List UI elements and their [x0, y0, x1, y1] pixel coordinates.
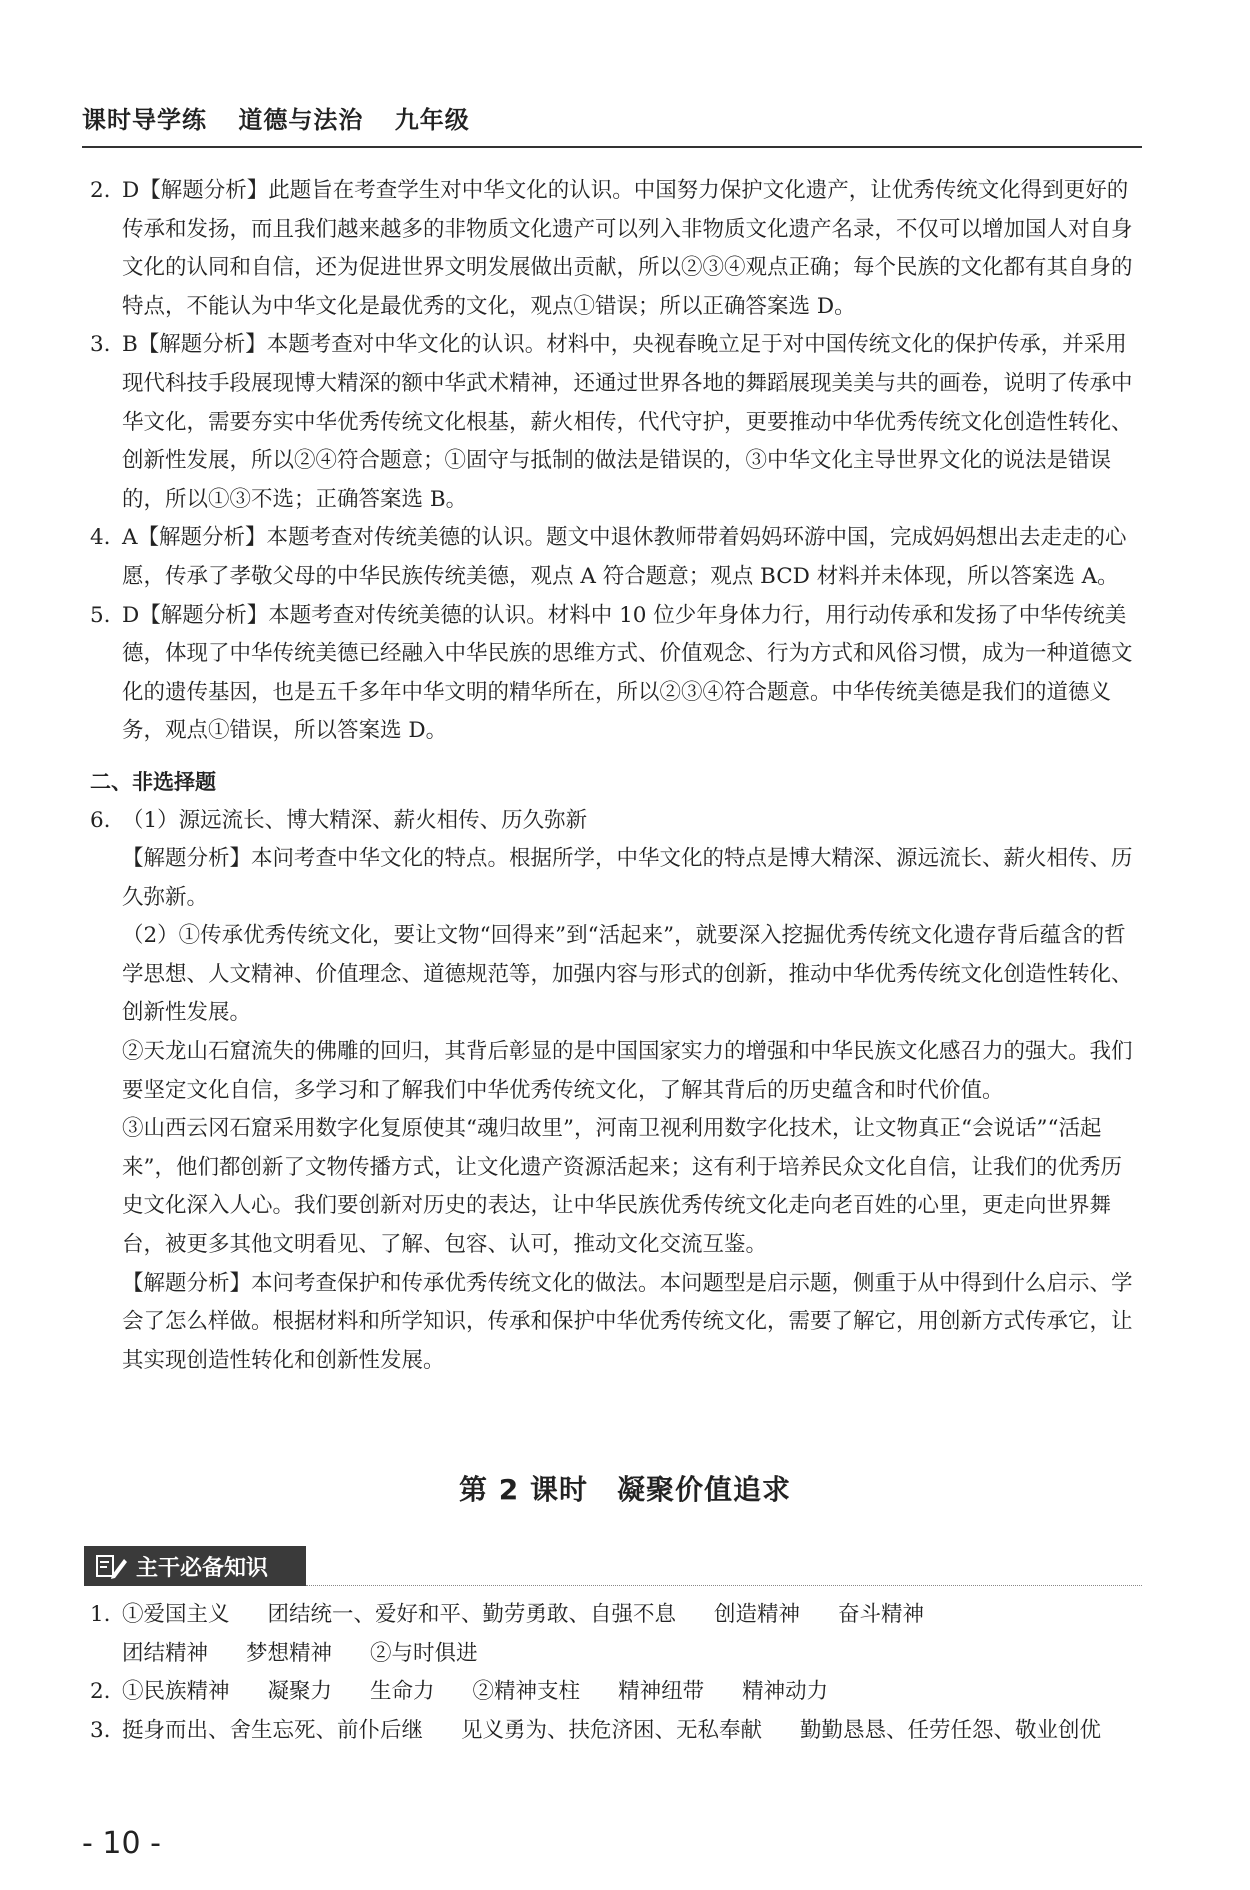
knowledge-cell: ①民族精神	[122, 1679, 230, 1705]
knowledge-cell: 创造精神	[714, 1602, 801, 1627]
q6-part2-point3: ③山西云冈石窟采用数字化复原使其“魂归故里”，河南卫视利用数字化技术，让文物真正“会说话”“活起来”，他们都创新了文物传播方式，让文化遗产资源活起来；这有利于培养民众文化自信，让我们的优秀历史文化深入人心。我们要创新对历史的表达，让中华民族优秀传统文化走向老百姓的心里，更走向世界舞台，被更多其他文明看见、了解、包容、认可，推动文化交流互鉴。	[122, 1116, 1122, 1258]
grade-title: 九年级	[394, 106, 470, 134]
answer-text: B【解题分析】本题考查对中华文化的认识。材料中，央视春晚立足于对中国传统文化的保护传承，并采用现代科技手段展现博大精深的额中华武术精神，还通过世界各地的舞蹈展现美美与共的画卷，说明了传承中华文化，需要夯实中华优秀传统文化根基，薪火相传，代代守护，更要推动中华优秀传统文化创造性转化、创新性发展，所以②④符合题意；①固守与抵制的做法是错误的，③中华文化主导世界文化的说法是错误的，所以①③不选；正确答案选 B。	[122, 332, 1133, 512]
banner-divider	[306, 1585, 1142, 1586]
answer-item-2: 2. D【解题分析】此题旨在考查学生对中华文化的认识。中国努力保护文化遗产，让优秀传统文化得到更好的传承和发扬，而且我们越来越多的非物质文化遗产可以列入非物质文化遗产名录，不仅可以增加国人对自身文化的认同和自信，还为促进世界文明发展做出贡献，所以②③④观点正确；每个民族的文化都有其自身的特点，不能认为中华文化是最优秀的文化，观点①错误；所以正确答案选 D。	[90, 178, 1133, 319]
knowledge-cell: ②与时俱进	[370, 1640, 478, 1666]
knowledge-cell: ②精神支柱	[472, 1679, 581, 1705]
answer-item-3: 3. B【解题分析】本题考查对中华文化的认识。材料中，央视春晚立足于对中国传统文化的保护传承，并采用现代科技手段展现博大精深的额中华武术精神，还通过世界各地的舞蹈展现美美与共的画卷，说明了传承中华文化，需要夯实中华优秀传统文化根基，薪火相传，代代守护，更要推动中华优秀传统文化创造性转化、创新性发展，所以②④符合题意；①固守与抵制的做法是错误的，③中华文化主导世界文化的说法是错误的，所以①③不选；正确答案选 B。	[90, 332, 1133, 512]
q6-part2-analysis: 【解题分析】本问考查保护和传承优秀传统文化的做法。本问题型是启示题，侧重于从中得到什么启示、学会了怎么样做。根据材料和所学知识，传承和保护中华优秀传统文化，需要了解它，用创新方式传承它，让其实现创造性转化和创新性发展。	[122, 1270, 1133, 1373]
knowledge-item-2: 2. ①民族精神 凝聚力 生命力 ②精神支柱 精神纽带 精神动力	[90, 1673, 1142, 1712]
knowledge-cell: ①爱国主义	[122, 1602, 230, 1627]
section-title: 二、非选择题	[90, 769, 216, 794]
answer-text: A【解题分析】本题考查对传统美德的认识。题文中退休教师带着妈妈环游中国，完成妈妈想出去走走的心愿，传承了孝敬父母的中华民族传统美德，观点 A 符合题意；观点 BCD 材料并未体现，所以答案选 A。	[122, 525, 1127, 589]
q6-part1-analysis: 【解题分析】本问考查中华文化的特点。根据所学，中华文化的特点是博大精深、源远流长、薪火相传、历久弥新。	[122, 846, 1133, 910]
section-banner	[84, 1546, 306, 1586]
chapter-title: 第 2 课时 凝聚价值追求	[459, 1473, 791, 1506]
knowledge-cell: 团结精神	[122, 1640, 209, 1666]
q6-part1-answer: （1）源远流长、博大精深、薪火相传、历久弥新	[122, 807, 588, 833]
knowledge-item-3: 3. 挺身而出、舍生忘死、前仆后继 见义勇为、扶危济困、无私奉献 勤勤恳恳、任劳任怨、敬业创优	[90, 1712, 1142, 1751]
banner-label: 主干必备知识	[136, 1555, 269, 1581]
knowledge-item-1-continued	[90, 1635, 1142, 1674]
book-title: 课时导学练	[82, 106, 207, 134]
q6-part2-intro: （2）①传承优秀传统文化，要让文物“回得来”到“活起来”，就要深入挖掘优秀传统文化遗存背后蕴含的哲学思想、人文精神、价值理念、道德规范等，加强内容与形式的创新，推动中华优秀传统文化创造性转化、创新性发展。	[122, 923, 1133, 1026]
q6-part2-point2: ②天龙山石窟流失的佛雕的回归，其背后彰显的是中国国家实力的增强和中华民族文化感召力的强大。我们要坚定文化自信，多学习和了解我们中华优秀传统文化，了解其背后的历史蕴含和时代价值。	[122, 1039, 1133, 1103]
knowledge-cell: 精神纽带	[618, 1679, 705, 1705]
page-number: - 10 -	[82, 1826, 161, 1861]
pencil-note-icon	[94, 1553, 128, 1579]
knowledge-cell: 生命力	[370, 1679, 435, 1705]
knowledge-cell: 奋斗精神	[838, 1602, 925, 1627]
knowledge-cell: 挺身而出、舍生忘死、前仆后继	[122, 1717, 424, 1743]
knowledge-section	[90, 1596, 1142, 1750]
knowledge-cell: 凝聚力	[267, 1679, 333, 1705]
answer-item-6: 6. （1）源远流长、博大精深、薪火相传、历久弥新	[90, 802, 1142, 841]
knowledge-cell: 勤勤恳恳、任劳任怨、敬业创优	[800, 1717, 1102, 1743]
subject-title: 道德与法治	[238, 106, 364, 134]
header-divider	[82, 146, 1142, 148]
knowledge-cell: 精神动力	[742, 1679, 829, 1705]
knowledge-cell: 梦想精神	[246, 1640, 333, 1666]
answer-text: D【解题分析】此题旨在考查学生对中华文化的认识。中国努力保护文化遗产，让优秀传统文化得到更好的传承和发扬，而且我们越来越多的非物质文化遗产可以列入非物质文化遗产名录，不仅可以增加国人对自身文化的认同和自信，还为促进世界文明发展做出贡献，所以②③④观点正确；每个民族的文化都有其自身的特点，不能认为中华文化是最优秀的文化，观点①错误；所以正确答案选 D。	[122, 178, 1133, 319]
answer-text: D【解题分析】本题考查对传统美德的认识。材料中 10 位少年身体力行，用行动传承和发扬了中华传统美德，体现了中华传统美德已经融入中华民族的思维方式、价值观念、行为方式和风俗习惯，成为一种道德文化的遗传基因，也是五千多年中华文明的精华所在，所以②③④符合题意。中华传统美德是我们的道德义务，观点①错误，所以答案选 D。	[122, 602, 1133, 744]
knowledge-cell: 团结统一、爱好和平、勤劳勇敢、自强不息	[267, 1602, 677, 1627]
running-header	[82, 100, 492, 135]
knowledge-cell: 见义勇为、扶危济困、无私奉献	[461, 1717, 763, 1743]
answer-item-4: 4. A【解题分析】本题考查对传统美德的认识。题文中退休教师带着妈妈环游中国，完成妈妈想出去走走的心愿，传承了孝敬父母的中华民族传统美德，观点 A 符合题意；观点 BCD 材料并未体现，所以答案选 A。	[90, 525, 1127, 589]
answer-section	[90, 172, 1142, 1380]
answer-item-5: 5. D【解题分析】本题考查对传统美德的认识。材料中 10 位少年身体力行，用行动传承和发扬了中华传统美德，体现了中华传统美德已经融入中华民族的思维方式、价值观念、行为方式和风俗习惯，成为一种道德文化的遗传基因，也是五千多年中华文明的精华所在，所以②③④符合题意。中华传统美德是我们的道德义务，观点①错误，所以答案选 D。	[90, 602, 1133, 744]
knowledge-item-1: 1. ①爱国主义 团结统一、爱好和平、勤劳勇敢、自强不息 创造精神 奋斗精神	[90, 1596, 1142, 1635]
